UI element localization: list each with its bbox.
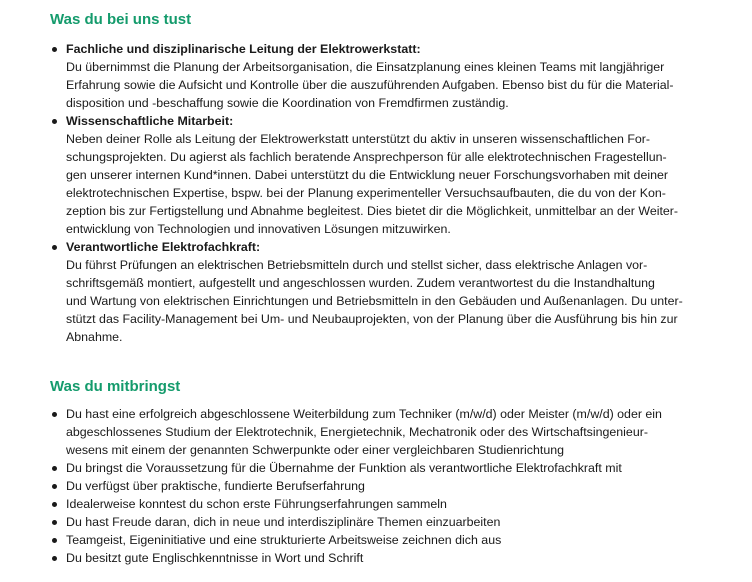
bullet-icon [52, 412, 57, 417]
item-text-line: Du besitzt gute Englischkenntnisse in Wort und Schrift [66, 551, 364, 565]
list-item [50, 112, 710, 238]
item-text-line: Idealerweise konntest du schon erste Führungserfahrungen sammeln [66, 497, 447, 511]
list-item [50, 238, 710, 346]
item-text-line: gen unserer internen Kund*innen. Dabei unterstützt du die Entwicklung neuer Forschungsvorhaben mit deiner [66, 168, 669, 182]
list-item [50, 459, 710, 477]
item-text-line: entwicklung von Technologien und innovativen Lösungen mitzuwirken. [66, 222, 451, 236]
item-text-line: und Wartung von elektrischen Einrichtungen und Betriebsmitteln in den Gebäuden und Außenanlagen. Du unter- [66, 294, 683, 308]
list-item [50, 405, 710, 459]
requirements-list [50, 405, 710, 567]
item-text-line: Du bringst die Voraussetzung für die Übernahme der Funktion als verantwortliche Elektrofachkraft mit [66, 461, 622, 475]
item-text-line: Teamgeist, Eigeninitiative und eine strukturierte Arbeitsweise zeichnen dich aus [66, 533, 502, 547]
bullet-icon [52, 502, 57, 507]
list-item [50, 549, 710, 567]
item-text-line: zeption bis zur Fertigstellung und Abnahme begleitest. Dies bietet dir die Möglichkeit, unmittelbar an der Weiter- [66, 204, 679, 218]
item-text-line: Du führst Prüfungen an elektrischen Betriebsmitteln durch und stellst sicher, dass elektrische Anlagen vor- [66, 258, 648, 272]
item-text-line: Du übernimmst die Planung der Arbeitsorganisation, die Einsatzplanung eines kleinen Teams mit langjähriger [66, 60, 665, 74]
bullet-icon [52, 245, 57, 250]
tasks-list [50, 40, 710, 346]
item-title: Verantwortliche Elektrofachkraft: [66, 240, 261, 254]
list-item [50, 513, 710, 531]
item-text-line: Erfahrung sowie die Aufsicht und Kontrolle über die auszuführenden Aufgaben. Ebenso bist du für die Material- [66, 78, 674, 92]
item-text-line: Neben deiner Rolle als Leitung der Elektrowerkstatt unterstützt du aktiv in unseren wissenschaftlichen For- [66, 132, 651, 146]
bullet-icon [52, 520, 57, 525]
item-text-line: elektrotechnischen Expertise, bspw. bei der Planung experimenteller Versuchsaufbauten, die du von der Kon- [66, 186, 666, 200]
item-text-line: schungsprojekten. Du agierst als fachlich beratende Ansprechperson für alle elektrotechnischen Fragestellun- [66, 150, 667, 164]
bullet-icon [52, 538, 57, 543]
list-item [50, 495, 710, 513]
list-item [50, 40, 710, 112]
item-title: Fachliche und disziplinarische Leitung der Elektrowerkstatt: [66, 42, 421, 56]
bullet-icon [52, 47, 57, 52]
item-text-line: Du hast eine erfolgreich abgeschlossene Weiterbildung zum Techniker (m/w/d) oder Meister (m/w/d) oder ein [66, 407, 662, 421]
bullet-icon [52, 119, 57, 124]
item-text-line: Du verfügst über praktische, fundierte Berufserfahrung [66, 479, 365, 493]
bullet-icon [52, 484, 57, 489]
bullet-icon [52, 466, 57, 471]
item-title: Wissenschaftliche Mitarbeit: [66, 114, 234, 128]
section-heading-tasks: Was du bei uns tust [50, 11, 192, 28]
item-text-line: Abnahme. [66, 330, 123, 344]
item-text-line: wesens mit einem der genannten Schwerpunkte oder einer vergleichbaren Studienrichtung [66, 443, 564, 457]
list-item [50, 477, 710, 495]
section-heading-requirements: Was du mitbringst [50, 378, 181, 395]
list-item [50, 531, 710, 549]
item-text-line: schriftsgemäß montiert, aufgestellt und angeschlossen wurden. Zudem verantwortest du die Instandhaltung [66, 276, 655, 290]
item-text-line: disposition und -beschaffung sowie die Koordination von Fremdfirmen zuständig. [66, 96, 509, 110]
bullet-icon [52, 556, 57, 561]
item-text-line: Du hast Freude daran, dich in neue und interdisziplinäre Themen einzuarbeiten [66, 515, 501, 529]
item-text-line: abgeschlossenes Studium der Elektrotechnik, Energietechnik, Mechatronik oder des Wirtschaftsingenieur- [66, 425, 648, 439]
item-text-line: stützt das Facility-Management bei Um- und Neubauprojekten, von der Planung über die Ausführung bis hin zur [66, 312, 678, 326]
